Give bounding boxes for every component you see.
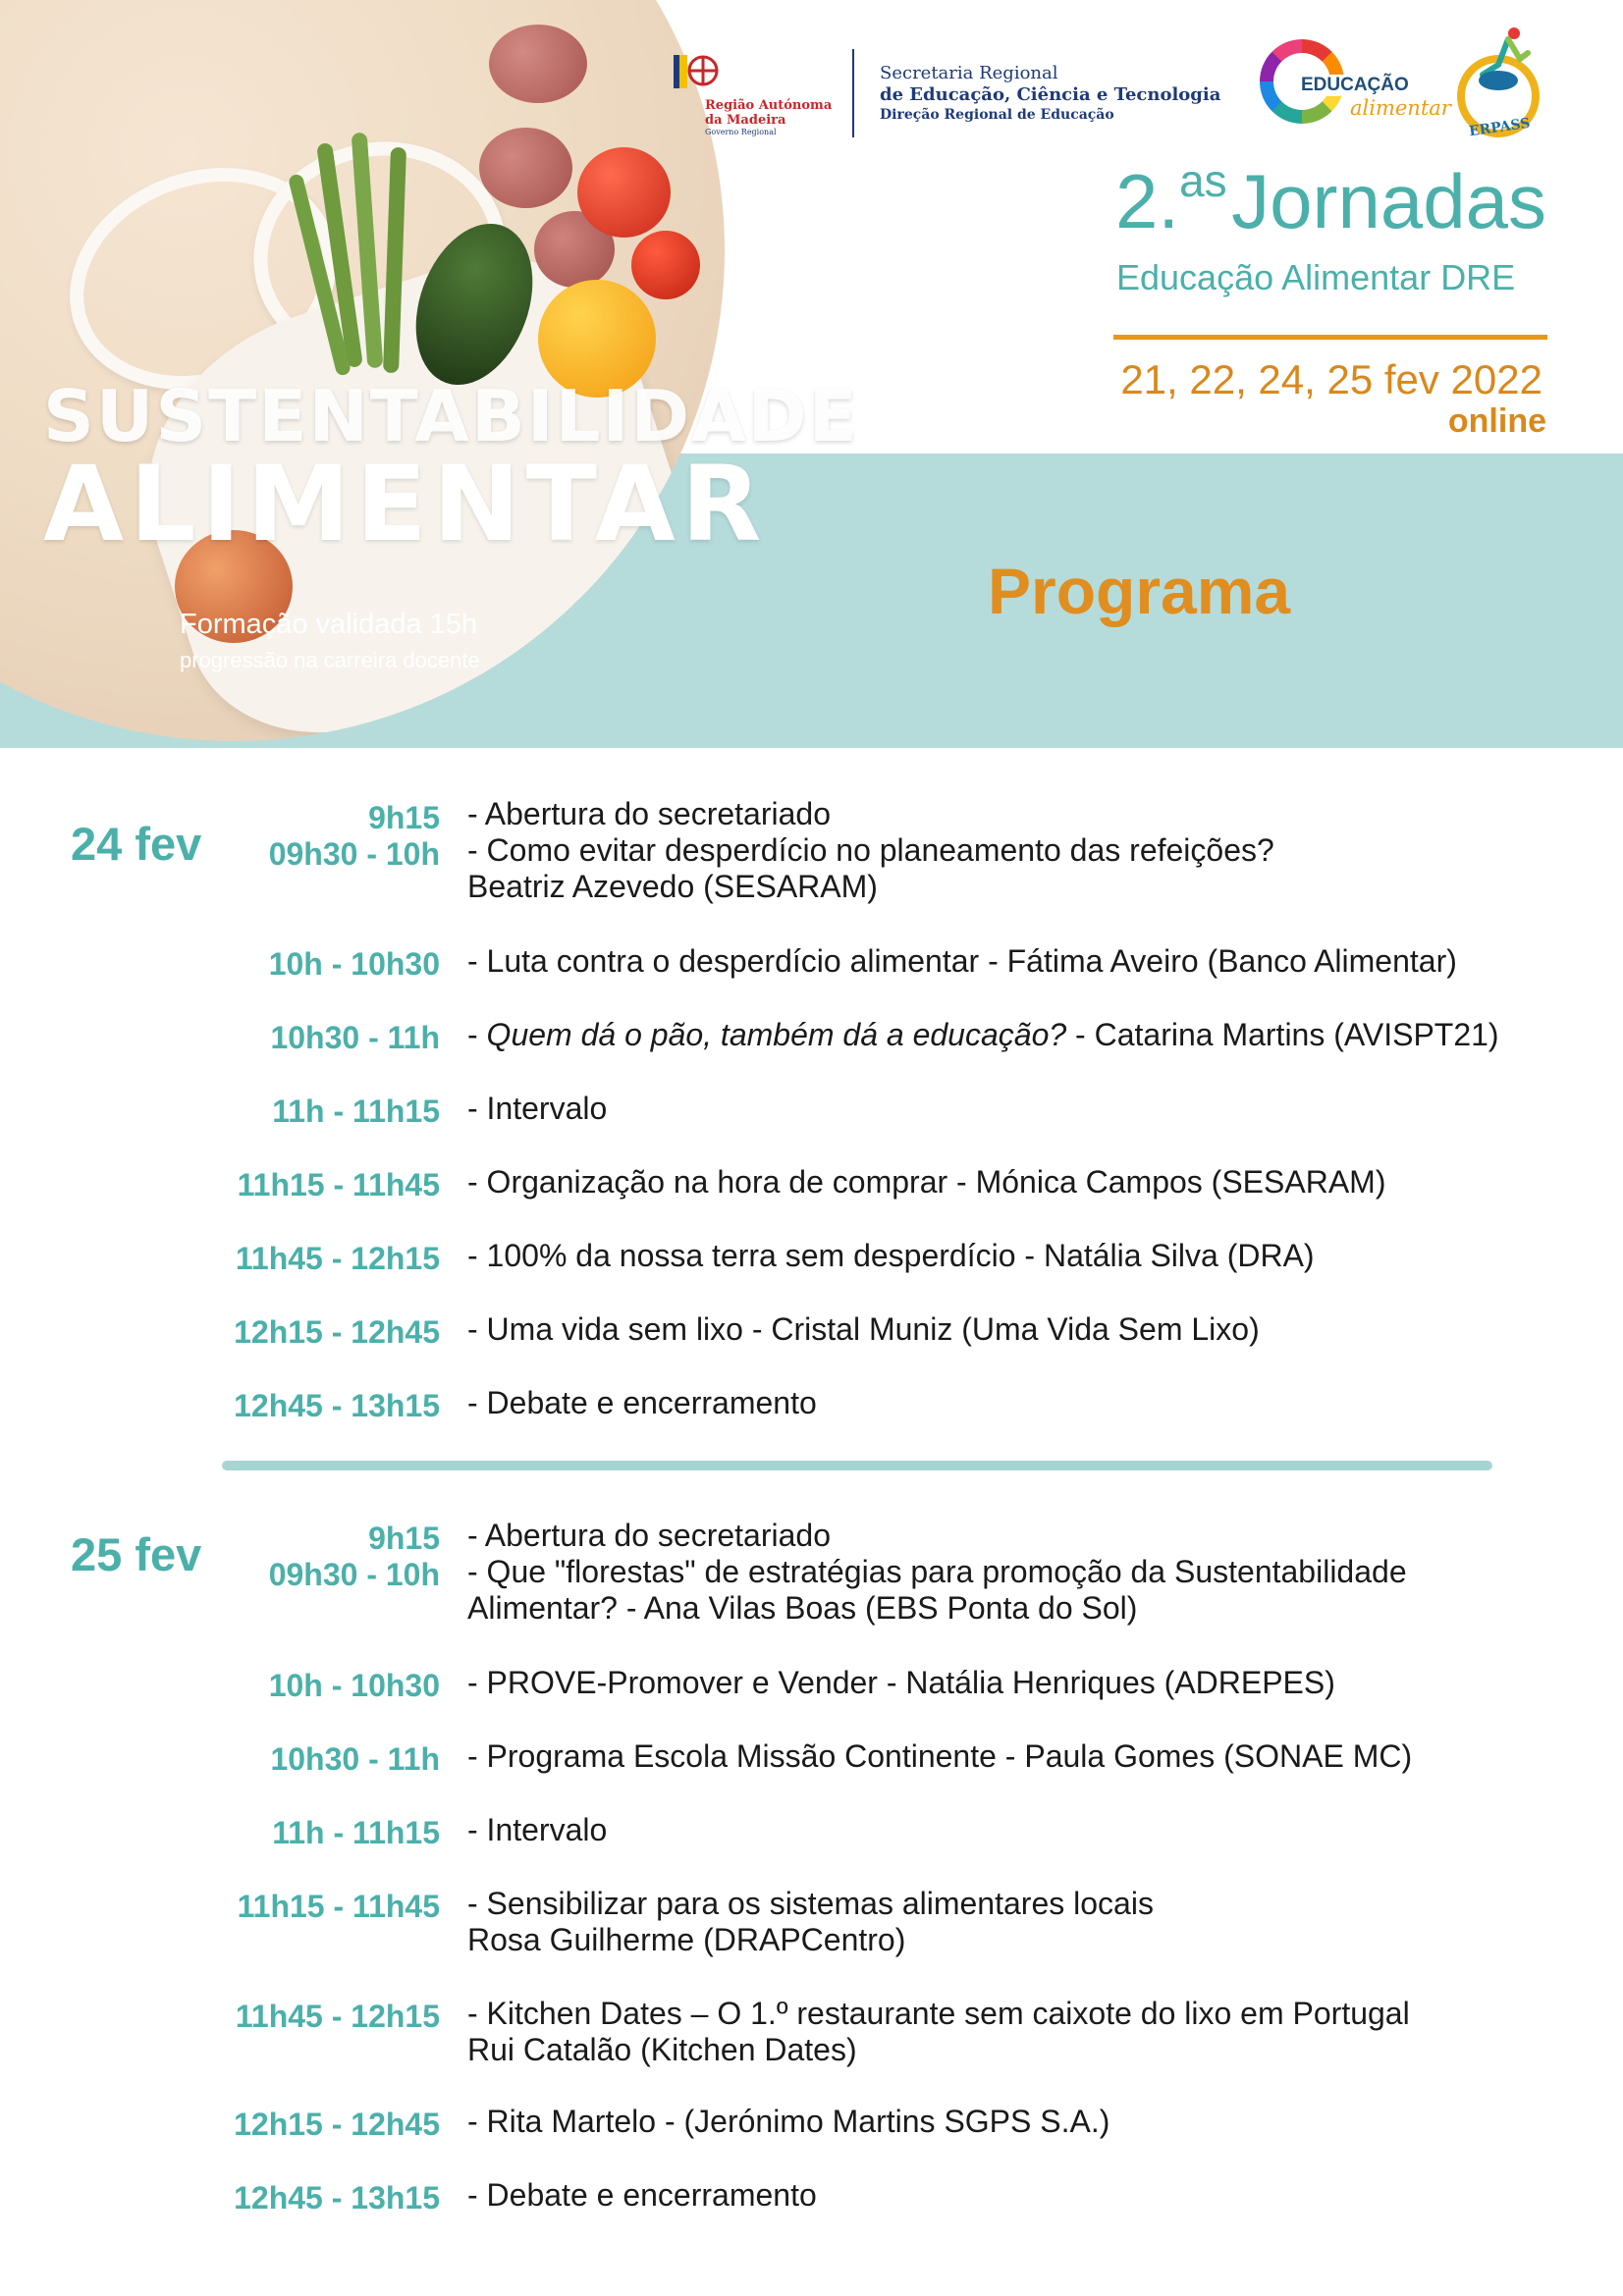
session-desc: - Abertura do secretariado - Como evitar desperdício no planeamento das refeições? Beatriz Azevedo (SESARAM) [467,796,1274,904]
session-desc: - Debate e encerramento [467,1385,817,1420]
session-time: 9h15 09h30 - 10h [268,800,440,872]
secretaria-line1: Secretaria Regional [880,63,1058,83]
session-desc: - Programa Escola Missão Continente - Paula Gomes (SONAE MC) [467,1738,1413,1774]
day-label: 25 fev [71,1528,202,1580]
session-time: 10h30 - 11h [270,1741,440,1777]
session-time: 9h15 09h30 - 10h [268,1521,440,1592]
session-desc-italic: Quem dá o pão, também dá a educação? [486,1017,1067,1052]
session-time: 11h45 - 12h15 [235,1999,440,2034]
erpass-figure-icon [1469,26,1538,102]
day-divider [222,1461,1492,1470]
educacao-alimentar-logo [1260,39,1451,130]
session-time: 10h - 10h30 [268,1668,440,1703]
madeira-government: Governo Regional [705,128,777,136]
edu-word: EDUCAÇÃO [1301,75,1409,95]
session-time: 11h45 - 12h15 [235,1241,440,1276]
session-desc-prefix: - [467,1017,487,1052]
session-time: 11h15 - 11h45 [237,1889,440,1924]
session-desc: - PROVE-Promover e Vender - Natália Henriques (ADREPES) [467,1665,1335,1700]
session-desc: - Debate e encerramento [467,2177,817,2213]
edu-script: alimentar [1350,96,1451,120]
session-time: 11h - 11h15 [272,1094,440,1129]
event-title [1115,157,1546,246]
erpass-logo [1455,26,1549,143]
session-desc: - Luta contra o desperdício alimentar - Fátima Aveiro (Banco Alimentar) [467,943,1457,979]
session-desc: - Uma vida sem lixo - Cristal Muniz (Uma Vida Sem Lixo) [467,1311,1260,1347]
session-desc [467,1017,1499,1053]
orange-divider [1113,335,1547,340]
poster-title-line2: ALIMENTAR [43,444,768,564]
session-desc: - Rita Martelo - (Jerónimo Martins SGPS S.A.) [467,2104,1110,2139]
session-time: 12h15 - 12h45 [234,2107,440,2142]
session-desc: - Abertura do secretariado - Que "florestas" de estratégias para promoção da Sustentabilidade Alimentar? - Ana Vilas Boas (EBS Ponta do Sol) [467,1518,1407,1626]
secretaria-line3: Direção Regional de Educação [880,107,1114,123]
session-time: 11h - 11h15 [272,1815,440,1850]
session-desc-suffix: - Catarina Martins (AVISPT21) [1066,1017,1499,1052]
jornadas-number: 2. [1115,158,1180,244]
tomato-2 [631,231,700,299]
session-time: 11h15 - 11h45 [237,1167,440,1202]
session-desc: - Intervalo [467,1812,608,1847]
session-desc: - Kitchen Dates – O 1.º restaurante sem caixote do lixo em Portugal Rui Catalão (Kitchen Dates) [467,1996,1410,2067]
madeira-government-logo [674,51,840,139]
event-mode: online [1447,402,1546,440]
secretaria-line2: de Educação, Ciência e Tecnologia [880,84,1221,105]
session-time: 12h45 - 13h15 [234,2180,440,2216]
event-subtitle: Educação Alimentar DRE [1116,257,1516,297]
logo-divider [852,49,854,137]
training-validated: Formação validada 15h [180,609,478,640]
session-desc: - Intervalo [467,1091,608,1126]
session-time: 12h45 - 13h15 [234,1388,440,1423]
session-time: 12h15 - 12h45 [234,1314,440,1350]
tomato-1 [577,147,671,238]
jornadas-word: Jornadas [1231,158,1546,244]
erpass-text: ERPASS [1468,115,1532,140]
jornadas-ordinal: as [1179,155,1227,206]
programa-heading: Programa [988,555,1291,627]
poster-title-line1: SUSTENTABILIDADE [43,375,859,457]
session-time: 10h30 - 11h [270,1020,440,1055]
day-label: 24 fev [71,818,202,870]
event-dates: 21, 22, 24, 25 fev 2022 [1120,356,1542,402]
madeira-name: Região Autónoma da Madeira [705,98,833,128]
session-desc: - 100% da nossa terra sem desperdício - Natália Silva (DRA) [467,1238,1315,1273]
session-desc: - Organização na hora de comprar - Mónica Campos (SESARAM) [467,1164,1386,1200]
potato-1 [489,25,587,103]
training-career: progressão na carreira docente [180,648,480,672]
secretaria-regional-logo [880,63,1220,124]
session-time: 10h - 10h30 [268,946,440,982]
potato-2 [479,128,572,208]
session-desc: - Sensibilizar para os sistemas alimentares locais Rosa Guilherme (DRAPCentro) [467,1886,1154,1957]
madeira-crest-icon [674,51,721,102]
